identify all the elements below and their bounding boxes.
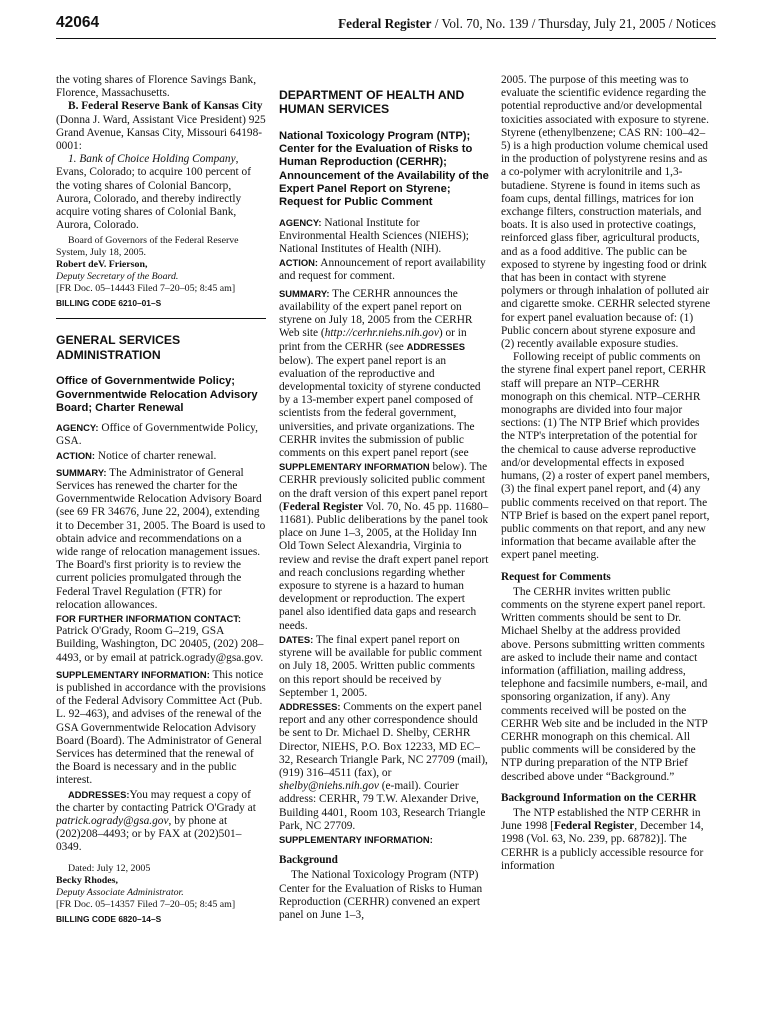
paragraph: The CERHR invites written public comments on the styrene expert panel report. Written comments should be sent to Dr. Michael Shelby at the address provided above. Persons submitting written comments are asked to include their name and contact information (affiliation, mailing address, telephone and facsimile numbers, e-mail, and sponsoring organization, if any). Any comments received will be posted on the CERHR Web site and be included in the NTP CERHR monograph on this chemical. All public comments will be considered by the NTP during preparation of the NTP Brief described above under “Background.” — [501, 585, 708, 783]
supplementary-label: SUPPLEMENTARY INFORMATION: — [56, 668, 210, 680]
signer-title: Deputy Associate Administrator. — [56, 886, 184, 898]
addresses-text: (e-mail). Courier address: CERHR, 79 T.W. Alexander Drive, Building 4401, Room 103, Research Triangle Park, NC 27709. — [279, 780, 486, 832]
summary-text: Vol. 70, No. 45 pp. 11680–11681). Public deliberations by the panel took place on June 1–3, 2005, at the Holiday Inn Old Town Select Alexandria, Virginia to review and revise the draft expert panel report and reach conclusions regarding whether exposure to styrene is a hazard to human development or reproduction. The expert panel also identified data gaps and research needs. — [279, 500, 489, 632]
billing-code: BILLING CODE 6210–01–S — [56, 298, 162, 309]
further-info-text: Patrick O'Grady, Room G–219, GSA Building, Washington, DC 20405, (202) 208–4493, or by email at patrick.ogrady@gsa.gov. — [56, 625, 264, 664]
action-text: Announcement of report availability and request for comment. — [279, 257, 486, 283]
summary-label: SUMMARY: — [279, 287, 330, 299]
addresses-text: You may request a copy of the charter by contacting Patrick O'Grady at — [56, 788, 256, 814]
supplementary-label: SUPPLEMENTARY INFORMATION: — [279, 833, 433, 845]
signer-name: Robert deV. Frierson, — [56, 259, 148, 271]
signer-name: Becky Rhodes, — [56, 874, 118, 886]
paragraph-text: The NTP established the NTP CERHR in June 1998 [ — [501, 806, 701, 833]
paragraph: The National Toxicology Program (NTP) Center for the Evaluation of Risks to Human Reproduction (CERHR) convened an expert panel on June 1–3, — [279, 869, 483, 921]
summary-text: The CERHR announces the availability of the expert panel report on styrene on July 18, 2005 from the CERHR Web site ( — [279, 287, 473, 340]
background-heading: Background — [279, 854, 338, 867]
publication-name: Federal Register — [338, 16, 432, 31]
signer-title: Deputy Secretary of the Board. — [56, 271, 179, 283]
dated-line: Dated: July 12, 2005 — [68, 862, 151, 874]
email-address: patrick.ogrady@gsa.gov — [56, 815, 169, 828]
paragraph — [56, 153, 266, 232]
summary-label: SUMMARY: — [56, 466, 107, 478]
fr-doc-line: [FR Doc. 05–14443 Filed 7–20–05; 8:45 am] — [56, 283, 236, 295]
paragraph-text: , December 14, 1998 (Vol. 63, No. 239, pp. 68782)]. The CERHR is a publicly accessible resource for information — [501, 820, 704, 872]
federal-register-reference: Federal Register — [553, 820, 635, 833]
column-1 — [56, 74, 266, 1020]
summary-text: ) or in print from the CERHR (see — [279, 327, 467, 354]
summary-text: below). The CERHR previously solicited public comment on the draft version of this expert panel report ( — [279, 461, 488, 513]
board-statement: Board of Governors of the Federal Reserve System, July 18, 2005. — [56, 235, 239, 259]
column-2 — [279, 74, 489, 1020]
dates — [279, 633, 489, 700]
paragraph: 2005. The purpose of this meeting was to evaluate the scientific evidence regarding the potential reproductive and/or developmental toxicities associated with exposure to styrene. Styrene (ethenylbenzene; CAS RN: 100–42–5) is a high production volume chemical used in the production of polystyrene resins and as a co-polymer with acrylonitrile and 1,3-butadiene. Styrene is found in items such as foam cups, dental fillings, matrices for ion exchange filters, construction materials, and boats. It is also used in protective coatings, reinforced glass fiber, agricultural products, and as a food additive. The public can be exposed to styrene by ingesting food or drink that has been in contact with styrene polymers or through inhalation of polluted air and cigarette smoke. CERHR selected styrene for expert panel evaluation because of: (1) Public concern about styrene exposure and (2) recently available exposure studies. — [501, 74, 711, 351]
running-title — [338, 16, 716, 32]
action-text: Notice of charter renewal. — [95, 449, 217, 462]
running-header — [56, 8, 716, 39]
dates-label: DATES: — [279, 633, 314, 645]
paragraph-text: (Donna J. Ward, Assistant Vice President) 925 Grand Avenue, Kansas City, Missouri 64198-0001: — [56, 113, 266, 153]
agency-line — [56, 421, 266, 448]
document-title: Office of Governmentwide Policy; Governmentwide Relocation Advisory Board; Charter Renewal — [56, 375, 258, 414]
action-line — [279, 256, 489, 283]
addresses-text: , by phone at (202)208–4493; or by FAX at (202)501–0349. — [56, 815, 242, 854]
agency-heading: DEPARTMENT OF HEALTH AND HUMAN SERVICES — [279, 88, 465, 117]
paragraph — [56, 100, 266, 153]
action-line — [56, 449, 266, 463]
request-for-comments-heading: Request for Comments — [501, 570, 611, 583]
addresses — [56, 788, 266, 855]
document-title: National Toxicology Program (NTP); Center for the Evaluation of Risks to Human Reproduction (CERHR); Announcement of the Availability of the Expert Panel Report on Styrene; Request for Public Comment — [279, 129, 489, 209]
web-address: http://cerhr.niehs.nih.gov — [324, 327, 439, 340]
addresses — [279, 700, 489, 833]
agency-label: AGENCY: — [56, 422, 99, 434]
agency-line — [279, 216, 489, 257]
agency-text: Office of Governmentwide Policy, GSA. — [56, 422, 258, 448]
addresses-reference: ADDRESSES — [406, 341, 465, 353]
supplementary-info — [56, 668, 266, 788]
paragraph — [501, 807, 711, 873]
section-divider — [56, 318, 266, 319]
addresses-text: Comments on the expert panel report and any other correspondence should be sent to Dr. Michael D. Shelby, CERHR Director, NIEHS, P.O. Box 12233, MD EC–32, Research Triangle Park, NC 27709 (mail), (919) 316–4511 (fax), or — [279, 700, 488, 779]
page-number: 42064 — [56, 14, 100, 31]
summary-text: below). The expert panel report is an evaluation of the reproductive and developmental toxicity of styrene conducted by a 13-member expert panel composed of scientists from the federal government, universities, and private organizations. The CERHR invites the submission of public comments on this expert panel report (see — [279, 354, 481, 460]
company-name: 1. Bank of Choice Holding Company — [68, 153, 236, 166]
agency-text: National Institute for Environmental Health Sciences (NIEHS); National Institutes of Health (NIH). — [279, 216, 469, 255]
email-address: shelby@niehs.nih.gov — [279, 780, 379, 793]
bank-heading: B. Federal Reserve Bank of Kansas City — [68, 100, 263, 113]
dates-text: The final expert panel report on styrene will be available for public comment on July 18, 2005. Written public comments on this report should be received by September 1, 2005. — [279, 633, 482, 699]
paragraph-text: , Evans, Colorado; to acquire 100 percent of the voting shares of Colonial Bancorp, Aurora, Colorado, and thereby indirectly acquire voting shares of Colonial Bank, Aurora, Colorado. — [56, 153, 251, 232]
action-label: ACTION: — [279, 257, 319, 269]
column-3 — [501, 74, 711, 1020]
paragraph: Following receipt of public comments on the styrene final expert panel report, CERHR staff will prepare an NTP–CERHR monograph on this chemical. NTP–CERHR monographs are divided into four major sections: (1) The NTP Brief which provides the NTP's interpretation of the potential for the chemical to cause adverse reproductive and/or developmental effects in exposed humans, (2) a roster of expert panel members, (3) the final expert panel report, and (4) any public comments received on that report. The NTP Brief is based on the expert panel report, public comments on that report, and any new information that became available after the expert panel meeting. — [501, 351, 710, 562]
federal-register-reference: Federal Register — [282, 500, 364, 513]
agency-heading: GENERAL SERVICES ADMINISTRATION — [56, 333, 181, 362]
further-info-label: FOR FURTHER INFORMATION CONTACT: — [56, 612, 242, 624]
supplementary-text: This notice is published in accordance with the provisions of the Federal Advisory Committee Act (Pub. L. 92–463), and advises of the renewal of the GSA Governmentwide Relocation Advisory Board (Board). The Administrator of General Services has determined that the renewal of the Board is necessary and in the public interest. — [56, 668, 266, 787]
addresses-label: ADDRESSES: — [68, 788, 130, 800]
action-label: ACTION: — [56, 449, 96, 461]
addresses-label: ADDRESSES: — [279, 700, 341, 712]
background-info-heading: Background Information on the CERHR — [501, 791, 697, 804]
billing-code: BILLING CODE 6820–14–S — [56, 913, 162, 924]
supplementary-reference: SUPPLEMENTARY INFORMATION — [279, 461, 430, 473]
paragraph: the voting shares of Florence Savings Bank, Florence, Massachusetts. — [56, 74, 257, 100]
summary-text: The Administrator of General Services has renewed the charter for the Governmentwide Relocation Advisory Board (see 69 FR 34676, June 22, 2004), extending it to December 31, 2005. The Board is used to obtain advice and recommendations on a wide range of relocation management issues. The Board's first priority is to review the current policies promulgated through the Federal Travel Regulation (FTR) for relocation allowances. — [56, 466, 266, 611]
issue-info: / Vol. 70, No. 139 / Thursday, July 21, 2005 / Notices — [431, 16, 716, 31]
agency-label: AGENCY: — [279, 216, 322, 228]
summary — [279, 287, 489, 633]
fr-doc-line: [FR Doc. 05–14357 Filed 7–20–05; 8:45 am] — [56, 898, 236, 910]
summary — [56, 466, 266, 612]
